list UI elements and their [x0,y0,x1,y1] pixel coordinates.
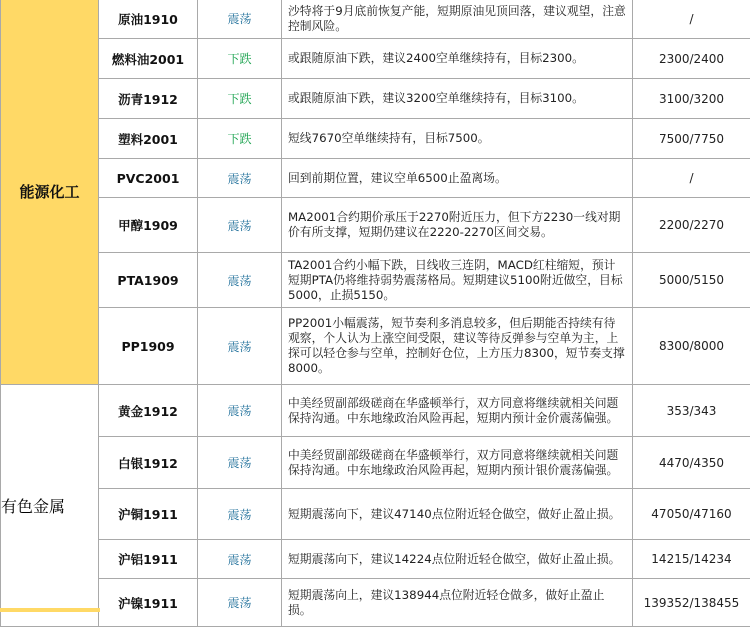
contract-name: 沪铝1911 [99,540,198,579]
strategy-view: TA2001合约小幅下跌，日线收三连阴，MACD红柱缩短，预计短期PTA仍将维持弱势震荡格局。短期建议5100附近做空，目标5000，止损5150。 [282,253,633,308]
category-cell: 能源化工 [1,0,99,385]
category-cell: 有色金属 [1,385,99,627]
contract-name: 黄金1912 [99,385,198,437]
target-price: 5000/5150 [633,253,750,308]
table-row [1,579,750,627]
contract-name: PP1909 [99,308,198,385]
strategy-view: MA2001合约期价承压于2270附近压力，但下方2230一线对期价有所支撑，短期仍建议在2220-2270区间交易。 [282,198,633,253]
table-row [1,198,750,253]
table-row [1,79,750,119]
trend-label: 下跌 [198,119,282,159]
target-price: 2200/2270 [633,198,750,253]
strategy-view: 短期震荡向上，建议138944点位附近轻仓做多，做好止盈止损。 [282,579,633,627]
table-row [1,0,750,39]
contract-name: PTA1909 [99,253,198,308]
contract-name: 白银1912 [99,437,198,489]
table-row [1,308,750,385]
table-row [1,253,750,308]
table-row [1,39,750,79]
strategy-view: 或跟随原油下跌，建议2400空单继续持有，目标2300。 [282,39,633,79]
trend-label: 震荡 [198,159,282,198]
trend-label: 震荡 [198,253,282,308]
next-category-strip [0,608,100,612]
target-price: 353/343 [633,385,750,437]
strategy-view: 中美经贸副部级磋商在华盛顿举行，双方同意将继续就相关问题保持沟通。中东地缘政治风险再起，短期内预计金价震荡偏强。 [282,385,633,437]
contract-name: 燃料油2001 [99,39,198,79]
trend-label: 震荡 [198,0,282,39]
strategy-view: 回到前期位置，建议空单6500止盈离场。 [282,159,633,198]
target-price: / [633,0,750,39]
table-row [1,540,750,579]
target-price: 139352/138455 [633,579,750,627]
trend-label: 震荡 [198,540,282,579]
target-price: 4470/4350 [633,437,750,489]
trend-label: 震荡 [198,437,282,489]
contract-name: PVC2001 [99,159,198,198]
strategy-view: 或跟随原油下跌，建议3200空单继续持有，目标3100。 [282,79,633,119]
strategy-view: 短期震荡向下，建议47140点位附近轻仓做空，做好止盈止损。 [282,489,633,540]
strategy-view: 中美经贸副部级磋商在华盛顿举行，双方同意将继续就相关问题保持沟通。中东地缘政治风险再起，短期内预计银价震荡偏强。 [282,437,633,489]
contract-name: 沥青1912 [99,79,198,119]
trend-label: 震荡 [198,308,282,385]
trend-label: 下跌 [198,39,282,79]
target-price: 2300/2400 [633,39,750,79]
table-row [1,119,750,159]
target-price: 8300/8000 [633,308,750,385]
strategy-view: 短期震荡向下，建议14224点位附近轻仓做空，做好止盈止损。 [282,540,633,579]
trend-label: 震荡 [198,489,282,540]
target-price: 7500/7750 [633,119,750,159]
table-row [1,385,750,437]
trend-label: 震荡 [198,579,282,627]
contract-name: 沪镍1911 [99,579,198,627]
contract-name: 甲醇1909 [99,198,198,253]
contract-name: 原油1910 [99,0,198,39]
table-row [1,489,750,540]
strategy-view: PP2001小幅震荡，短节奏利多消息较多，但后期能否持续有待观察，个人认为上涨空间受限，建议等待反弹参与空单为主，上探可以轻仓参与空单，控制好仓位，上方压力8300，短节奏支撑8000。 [282,308,633,385]
contract-name: 塑料2001 [99,119,198,159]
target-price: 3100/3200 [633,79,750,119]
target-price: 14215/14234 [633,540,750,579]
trend-label: 震荡 [198,385,282,437]
trend-label: 下跌 [198,79,282,119]
strategy-view: 短线7670空单继续持有，目标7500。 [282,119,633,159]
table-row [1,437,750,489]
target-price: / [633,159,750,198]
target-price: 47050/47160 [633,489,750,540]
contract-name: 沪铜1911 [99,489,198,540]
table-row [1,159,750,198]
strategy-view: 沙特将于9月底前恢复产能，短期原油见顶回落，建议观望，注意控制风险。 [282,0,633,39]
trend-label: 震荡 [198,198,282,253]
